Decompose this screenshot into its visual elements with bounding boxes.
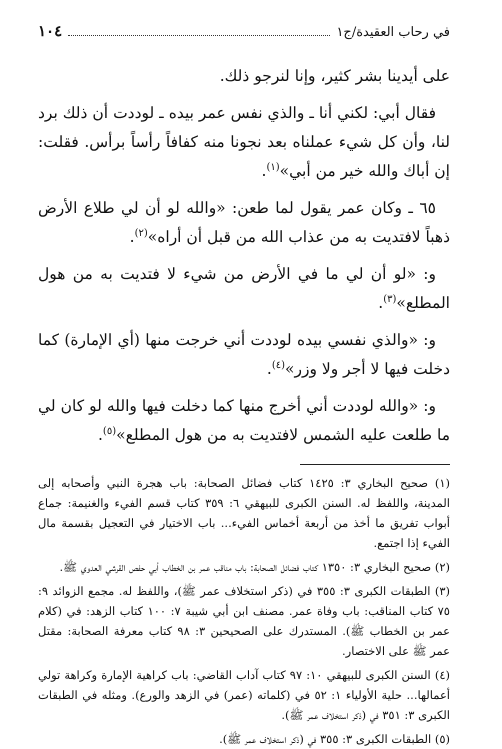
page-number: ١٠٤ [38, 22, 63, 40]
footnote: (٣) الطبقات الكبرى ٣: ٣٥٥ في (ذكر استخلاف عمر ﷺ)، واللفظ له. مجمع الزوائد ٩: ٧٥ كتاب المناقب: باب وفاة عمر. مصنف ابن أبي شيبة ٧: ١٠٠ كتاب الزهد: في (كلام عمر بن الخطاب ﷺ). المستدرك على الصحيحين ٣: ٩٨ كتاب معرفة الصحابة: مقتل عمر ﷺ على الاختصار. [38, 584, 451, 658]
footnote-ref: (٣) [383, 293, 397, 305]
footnote-separator [300, 464, 450, 465]
main-text [38, 62, 450, 450]
running-title: في رحاب العقيدة/ج١ [336, 25, 450, 40]
footnote: (٤) السنن الكبرى للبيهقي ١٠: ٩٧ كتاب آداب القاضي: باب كراهية الإمارة وكراهة تولي أعمالها... حلية الأولياء ١: ٥٢ في (كلماته (عمر) في الزهد والورع). ومثله في الطبقات الكبرى ٣: ٣٥١ في (ذكر استخلاف عمر ﷺ). [38, 668, 450, 722]
paragraph: ٦٥ ـ وكان عمر يقول لما طعن: «والله لو أن لي طلاع الأرض ذهباً لافتديت به من عذاب الله من قبل أن أراه»$^{(٢)}$. [38, 199, 450, 246]
header-leader-dots [68, 35, 330, 36]
paragraph: فقال أبي: لكني أنا ـ والذي نفس عمر بيده ـ لوددت أن ذلك برد لنا، وأن كل شيء عملناه بعد نجونا منه كفافاً رأساً برأس. فقلت: إن أباك والله خير من أبي»$^{(١)}$. [38, 104, 450, 180]
paragraph: و: «لو أن لي ما في الأرض من شيء لا فتديت به من هول المطلع»$^{(٣)}$. [38, 265, 450, 312]
footnote: (٢) صحيح البخاري ٣: ١٣٥٠ كتاب فضائل الصحابة: باب مناقب عمر بن الخطاب أبي حفص القرشي العدوي ﷺ. [59, 560, 450, 574]
paragraph: على أيدينا بشر كثير، وإنا لنرجو ذلك. [219, 67, 450, 85]
footnote-ref: (١) [266, 161, 280, 173]
footnotes [38, 473, 450, 749]
page-header [38, 22, 450, 44]
footnote-ref: (٥) [102, 425, 117, 437]
footnote: (١) صحيح البخاري ٣: ١٤٢٥ كتاب فضائل الصحابة: باب هجرة النبي وأصحابه إلى المدينة، واللفظ له. السنن الكبرى للبيهقي ٦: ٣٥٩ كتاب قسم الفيء والغنيمة: جماع أبواب تفريق ما أخذ من أربعة أخماس الفيء... باب الاختيار في التعجيل بقسمة مال الفيء إذا اجتمع. [38, 476, 451, 550]
footnote-ref: (٤) [271, 359, 286, 371]
paragraph: و: «والذي نفسي بيده لوددت أني خرجت منها (أي الإمارة) كما دخلت فيها لا أجر ولا وزر»$^{(٤)}$. [38, 331, 450, 378]
paragraph: و: «والله لوددت أني أخرج منها كما دخلت فيها والله لو كان لي ما طلعت عليه الشمس لافتديت به من هول المطلع»$^{(٥)}$. [38, 397, 450, 444]
footnote: (٥) الطبقات الكبرى ٣: ٣٥٥ في (ذكر استخلاف عمر ﷺ). [219, 732, 450, 746]
footnote-ref: (٢) [134, 227, 148, 239]
